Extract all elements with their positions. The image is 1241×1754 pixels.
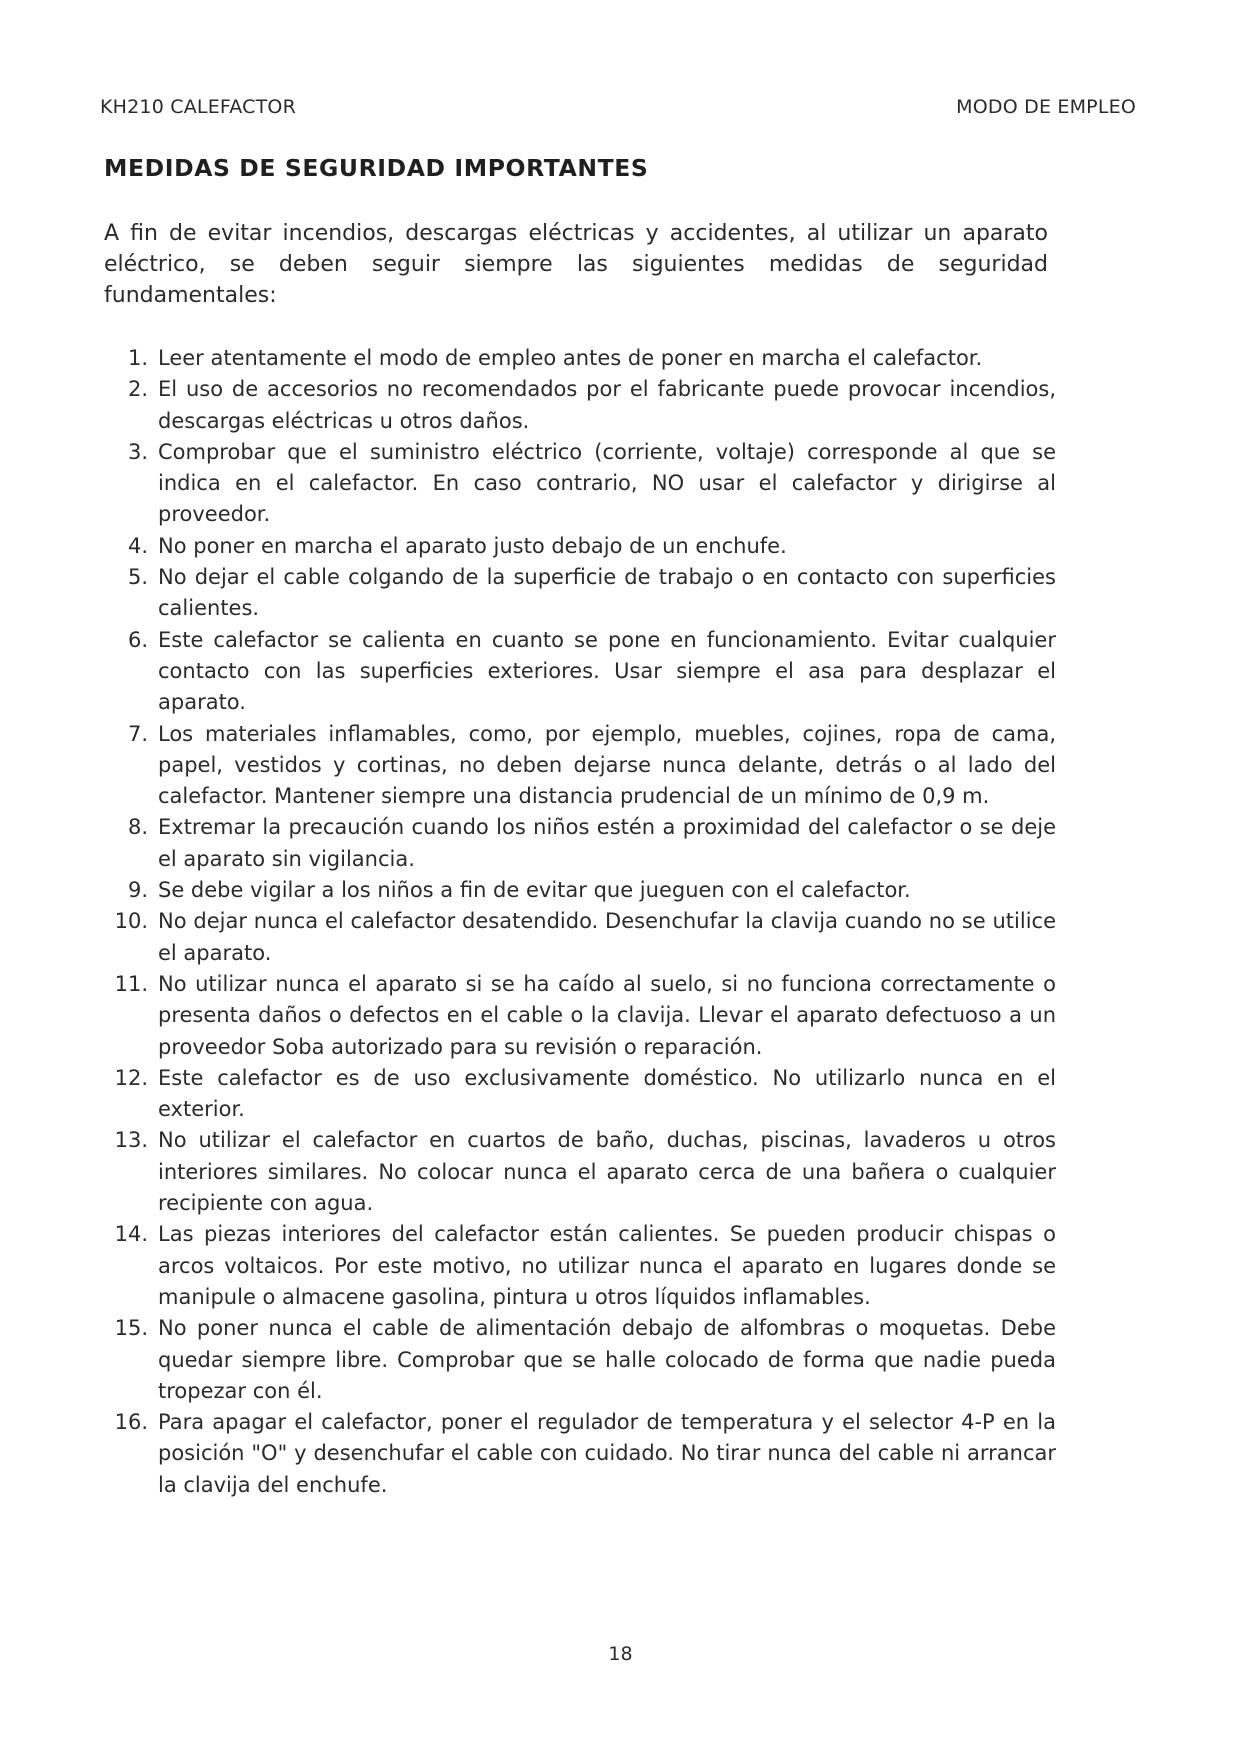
safety-rule-item <box>96 1219 1056 1313</box>
rule-text: Los materiales inflamables, como, por ejemplo, muebles, cojines, ropa de cama, papel, vestidos y cortinas, no deben dejarse nunca delante, detrás o al lado del calefactor. Mantener siempre una distancia prudencial de un mínimo de 0,9 m. <box>158 721 1056 809</box>
rule-number: 7. <box>127 721 148 746</box>
rule-text: No dejar nunca el calefactor desatendido. Desenchufar la clavija cuando no se utilice el aparato. <box>158 909 1056 965</box>
rule-text: No dejar el cable colgando de la superficie de trabajo o en contacto con superficies calientes. <box>158 565 1056 621</box>
page-number: 18 <box>608 1643 633 1665</box>
rule-number: 14. <box>114 1222 148 1247</box>
safety-rule-item <box>96 1407 1056 1501</box>
rule-number: 15. <box>114 1316 148 1341</box>
rule-number: 4. <box>127 533 148 558</box>
safety-rule-item <box>96 1313 1056 1407</box>
rule-text: El uso de accesorios no recomendados por el fabricante puede provocar incendios, descargas eléctricas u otros daños. <box>158 377 1056 433</box>
rule-text: Leer atentamente el modo de empleo antes de poner en marcha el calefactor. <box>158 346 983 370</box>
safety-rule-item <box>96 969 1056 1063</box>
header-section-title: MODO DE EMPLEO <box>956 96 1136 118</box>
rule-number: 10. <box>114 909 148 934</box>
safety-rule-item <box>96 531 1056 562</box>
rule-text: Extremar la precaución cuando los niños estén a proximidad del calefactor o se deje el aparato sin vigilancia. <box>158 815 1056 871</box>
rule-number: 6. <box>127 627 148 652</box>
safety-rule-item <box>96 1063 1056 1126</box>
rule-number: 2. <box>127 377 148 402</box>
safety-rule-item <box>96 812 1056 875</box>
safety-rule-item <box>96 906 1056 969</box>
page-header <box>100 96 1136 118</box>
rule-text: No utilizar nunca el aparato si se ha caído al suelo, si no funciona correctamente o presenta daños o defectos en el cable o la clavija. Llevar el aparato defectuoso a un proveedor Soba autorizado para su revisión o reparación. <box>158 971 1056 1059</box>
rule-text: Para apagar el calefactor, poner el regulador de temperatura y el selector 4-P en la posición "O" y desenchufar el cable con cuidado. No tirar nunca del cable ni arrancar la clavija del enchufe. <box>158 1410 1056 1497</box>
rule-text: No poner en marcha el aparato justo debajo de un enchufe. <box>158 533 787 558</box>
safety-rule-item <box>96 625 1056 719</box>
safety-rule-item <box>96 1125 1056 1219</box>
rule-text: Las piezas interiores del calefactor están calientes. Se pueden producir chispas o arcos voltaicos. Por este motivo, no utilizar nunca el aparato en lugares donde se manipule o almacene gasolina, pintura u otros líquidos inflamables. <box>158 1222 1056 1309</box>
safety-rule-item <box>96 374 1056 437</box>
rule-number: 11. <box>114 971 148 996</box>
safety-rule-item <box>96 719 1056 813</box>
rule-number: 13. <box>114 1128 148 1153</box>
intro-paragraph: A fin de evitar incendios, descargas eléctricas y accidentes, al utilizar un aparato eléctrico, se deben seguir siempre las siguientes medidas de seguridad fundamentales: <box>104 221 1048 308</box>
rule-text: Este calefactor es de uso exclusivamente doméstico. No utilizarlo nunca en el exterior. <box>158 1065 1056 1122</box>
safety-rule-item <box>96 343 1056 374</box>
rule-text: Este calefactor se calienta en cuanto se pone en funcionamiento. Evitar cualquier contacto con las superficies exteriores. Usar siempre el asa para desplazar el aparato. <box>158 627 1056 715</box>
rule-number: 12. <box>114 1065 148 1090</box>
rule-number: 16. <box>114 1410 148 1435</box>
rule-text: No utilizar el calefactor en cuartos de baño, duchas, piscinas, lavaderos u otros interiores similares. No colocar nunca el aparato cerca de una bañera o cualquier recipiente con agua. <box>158 1128 1056 1216</box>
rule-number: 5. <box>127 565 148 590</box>
rule-text: No poner nunca el cable de alimentación debajo de alfombras o moquetas. Debe quedar siempre libre. Comprobar que se halle colocado de forma que nadie pueda tropezar con él. <box>158 1316 1056 1403</box>
safety-rule-item <box>96 437 1056 531</box>
rule-number: 3. <box>127 439 148 464</box>
safety-rules-list <box>96 343 1056 1501</box>
rule-number: 9. <box>127 878 148 903</box>
rule-text: Comprobar que el suministro eléctrico (corriente, voltaje) corresponde al que se indica en el calefactor. En caso contrario, NO usar el calefactor y dirigirse al proveedor. <box>158 439 1056 527</box>
safety-rule-item <box>96 562 1056 625</box>
rule-number: 8. <box>127 815 148 840</box>
rule-text: Se debe vigilar a los niños a fin de evitar que jueguen con el calefactor. <box>158 878 911 903</box>
header-product-title: KH210 CALEFACTOR <box>100 96 296 118</box>
safety-rule-item <box>96 875 1056 906</box>
rule-number: 1. <box>127 346 148 370</box>
section-title: MEDIDAS DE SEGURIDAD IMPORTANTES <box>104 154 649 182</box>
